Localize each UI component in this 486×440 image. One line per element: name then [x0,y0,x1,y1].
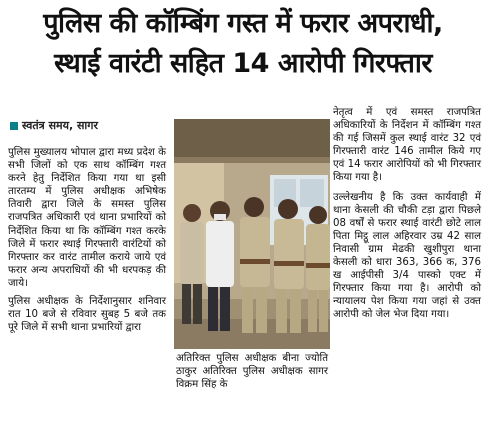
column-1-paragraph-2: पुलिस अधीक्षक के निर्देशानुसार शनिवार रात 10 बजे से रविवार सुबह 5 बजे तक पूरे जिले में सभी थाना प्रभारियों द्वारा [8,296,166,334]
news-photo [174,119,330,349]
column-3-paragraph-1: नेतृत्व में एवं समस्त राजपत्रित अधिकारियों के निर्देशन में कॉम्बिंग गश्त की गई जिसमें कुल स्थाई वारंट 32 एवं गिरफ्तारी वारंट 146 तामील किये गए एवं 14 फरार आरोपियों को भी गिरफ्तार किया गया है। [333,107,481,184]
byline-text: स्वतंत्र समय, सागर [22,119,98,132]
column-3-paragraph-2: उल्लेखनीय है कि उक्त कार्यवाही में थाना केसली की चौकी टड़ा द्वारा पिछले 08 वर्षों से फरार स्थाई वारंटी छोटे लाल पिता मिट्ठू लाल अहिरवार उम्र 42 साल निवासी ग्राम मेढकी खुशीपुरा थाना केसली को धारा 363, 366 क, 376 ख आईपीसी 3/4 पास्को एक्ट में गिरफ्तार किया गया है। आरोपी को न्यायालय पेश किया गया जहां से उक्त आरोपी को जेल भेज दिया गया। [333,191,481,321]
article-column-1 [8,146,166,334]
photo-caption: अतिरिक्त पुलिस अधीक्षक बीना ज्योति ठाकुर अतिरिक्त पुलिस अधीक्षक सागर विक्रम सिंह के [176,353,328,391]
headline-line-2: स्थाई वारंटी सहित 14 आरोपी गिरफ्तार [54,48,432,79]
column-1-paragraph-1: पुलिस मुख्यालय भोपाल द्वारा मध्य प्रदेश के सभी जिलों को एक साथ कॉम्बिंग गश्त करने हेतु निर्देशित किया गया था इसी तारतम्य में पुलिस अधीक्षक अभिषेक तिवारी द्वारा जिले के समस्त पुलिस राजपत्रित अधिकारी एवं थाना प्रभारियों को निर्देशित किया था कि कॉम्बिंग गश्त करके जिले में फरार स्थाई गिरफ्तारी वारंटियों को गिरफ्तार कर वारंट तामील कराये जाये एवं फरार अन्य अपराधियों की भी धरपकड़ की जाये। [8,147,166,289]
byline [10,118,98,133]
headline [0,4,486,84]
byline-marker-icon [10,122,18,130]
headline-line-1: पुलिस की कॉम्बिंग गस्त में फरार अपराधी, [43,8,443,39]
article-column-3 [333,106,481,322]
